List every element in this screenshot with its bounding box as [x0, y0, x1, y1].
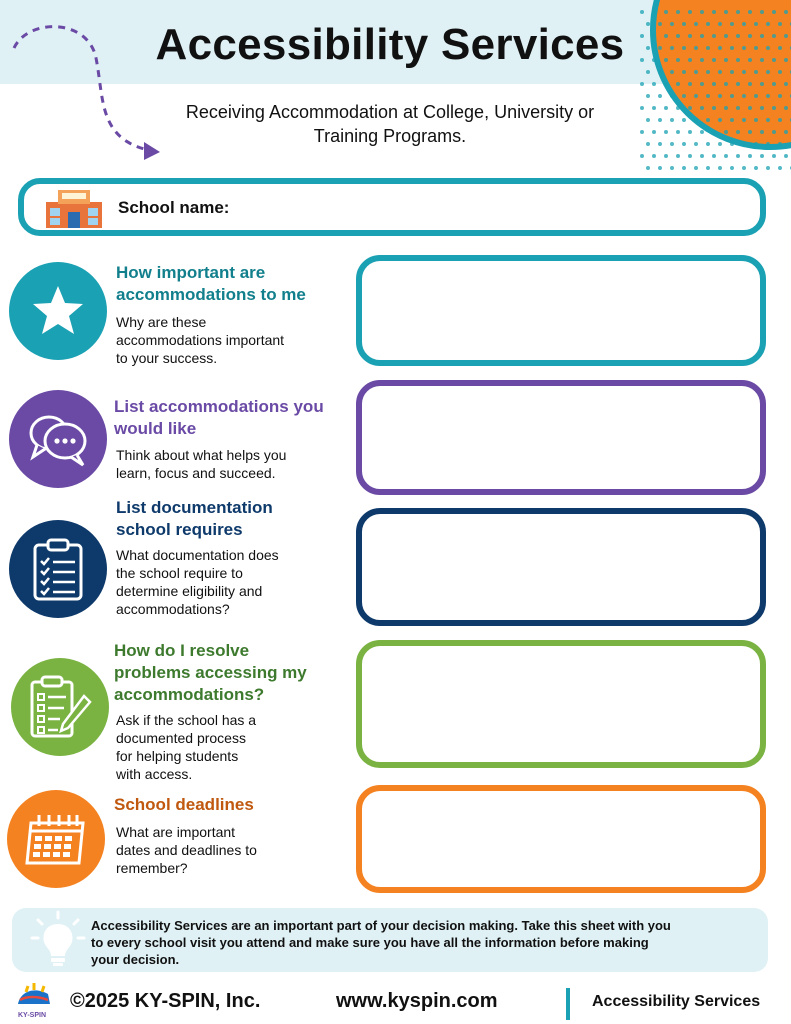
decorative-dot [712, 154, 716, 158]
decorative-dot [694, 46, 698, 50]
dashed-arrow-icon [8, 18, 168, 168]
decorative-dot [688, 130, 692, 134]
description-line: What are important [116, 824, 236, 840]
description-line: documented process [116, 730, 246, 746]
copyright: ©2025 KY-SPIN, Inc. [70, 990, 261, 1012]
decorative-dot [730, 118, 734, 122]
decorative-dot [706, 70, 710, 74]
decorative-dot [706, 94, 710, 98]
decorative-dot [730, 22, 734, 26]
decorative-dot [724, 58, 728, 62]
clipboard-checklist-icon [31, 537, 85, 601]
decorative-dot [784, 58, 788, 62]
decorative-dot [772, 106, 776, 110]
decorative-dot [682, 70, 686, 74]
decorative-dot [718, 166, 722, 170]
footer-note-text [91, 917, 751, 968]
section-title-line: List documentation [116, 498, 273, 517]
decorative-dot [760, 154, 764, 158]
decorative-dot [760, 106, 764, 110]
decorative-dot [676, 34, 680, 38]
decorative-dot [670, 46, 674, 50]
decorative-dot [640, 106, 644, 110]
decorative-dot [778, 22, 782, 26]
decorative-dot [646, 118, 650, 122]
decorative-dot [640, 10, 644, 14]
section-description [116, 711, 256, 783]
decorative-dot [736, 34, 740, 38]
decorative-dot [694, 22, 698, 26]
decorative-dot [688, 58, 692, 62]
answer-box-importance[interactable] [356, 255, 766, 366]
section-icon-circle [9, 262, 107, 360]
decorative-dot [718, 46, 722, 50]
decorative-dot [712, 58, 716, 62]
decorative-dot [766, 46, 770, 50]
school-name-label: School name: [118, 198, 230, 217]
decorative-dot [652, 154, 656, 158]
decorative-dot [652, 34, 656, 38]
decorative-dot [664, 130, 668, 134]
decorative-dot [670, 70, 674, 74]
section-title [114, 640, 307, 706]
decorative-dot [676, 10, 680, 14]
decorative-dot [700, 130, 704, 134]
decorative-dot [724, 106, 728, 110]
decorative-dot [724, 10, 728, 14]
decorative-dot [676, 82, 680, 86]
decorative-dot [682, 166, 686, 170]
decorative-dot [748, 154, 752, 158]
decorative-dot [676, 130, 680, 134]
decorative-dot [766, 118, 770, 122]
decorative-dot [676, 106, 680, 110]
decorative-dot [784, 154, 788, 158]
description-line: for helping students [116, 748, 239, 764]
decorative-dot [658, 142, 662, 146]
decorative-dot [640, 130, 644, 134]
decorative-dot [688, 34, 692, 38]
decorative-dot [748, 34, 752, 38]
decorative-dot [658, 166, 662, 170]
decorative-dot [754, 142, 758, 146]
decorative-dot [664, 82, 668, 86]
subtitle-line: Training Programs. [313, 126, 467, 146]
decorative-dot [736, 130, 740, 134]
section-title-line: How important are [116, 263, 266, 282]
decorative-dot [706, 46, 710, 50]
decorative-dot [700, 82, 704, 86]
decorative-dot [730, 142, 734, 146]
decorative-dot [706, 118, 710, 122]
decorative-dot [718, 70, 722, 74]
decorative-dot [646, 22, 650, 26]
decorative-dot [706, 142, 710, 146]
decorative-dot [676, 58, 680, 62]
decorative-dot [706, 166, 710, 170]
footer-tag: Accessibility Services [592, 993, 761, 1010]
decorative-dot [766, 70, 770, 74]
decorative-dot [694, 142, 698, 146]
decorative-dot [760, 130, 764, 134]
decorative-dot [742, 22, 746, 26]
decorative-dot [700, 10, 704, 14]
decorative-dot [646, 142, 650, 146]
decorative-dot [664, 34, 668, 38]
page-title: Accessibility Services [155, 20, 625, 69]
decorative-dot [700, 34, 704, 38]
decorative-dot [658, 118, 662, 122]
section-title-line: accommodations to me [116, 285, 306, 304]
answer-box-resolve-problems[interactable] [356, 640, 766, 768]
ky-spin-logo [14, 982, 54, 1024]
decorative-dot [700, 106, 704, 110]
description-line: dates and deadlines to [116, 842, 257, 858]
answer-box-documentation[interactable] [356, 508, 766, 626]
decorative-dot [670, 118, 674, 122]
decorative-dot [736, 58, 740, 62]
decorative-dot [742, 70, 746, 74]
section-title-line: problems accessing my [114, 663, 307, 682]
decorative-dot [688, 82, 692, 86]
decorative-dot [778, 118, 782, 122]
checklist-pencil-icon [28, 674, 92, 740]
decorative-dot [748, 58, 752, 62]
decorative-dot [700, 58, 704, 62]
section-description [116, 313, 284, 367]
decorative-dot [760, 34, 764, 38]
decorative-dot [682, 46, 686, 50]
decorative-dot [748, 82, 752, 86]
description-line: Think about what helps you [116, 447, 287, 463]
description-line: to your success. [116, 350, 218, 366]
decorative-dot [718, 142, 722, 146]
decorative-dot [760, 82, 764, 86]
section-description [116, 446, 286, 482]
section-title [116, 497, 273, 541]
decorative-dot [658, 22, 662, 26]
decorative-dot [784, 130, 788, 134]
section-title-line: would like [114, 419, 197, 438]
decorative-dot [778, 142, 782, 146]
decorative-dot [676, 154, 680, 158]
decorative-dot [688, 10, 692, 14]
decorative-dot [724, 82, 728, 86]
section-description [116, 823, 257, 877]
section-icon-circle [11, 658, 109, 756]
note-line: to every school visit you attend and make sure you have all the information before making [91, 935, 649, 950]
section-title [114, 794, 254, 816]
school-building-icon [44, 188, 104, 230]
decorative-dot [640, 154, 644, 158]
section-title [114, 396, 324, 440]
decorative-dot [652, 58, 656, 62]
decorative-dot [670, 22, 674, 26]
description-line: What documentation does [116, 547, 279, 563]
section-icon-circle [9, 520, 107, 618]
decorative-dot [730, 70, 734, 74]
decorative-dot [784, 106, 788, 110]
decorative-dot [742, 94, 746, 98]
decorative-dot [760, 58, 764, 62]
logo-text: KY-SPIN [18, 1012, 47, 1019]
decorative-dot [724, 34, 728, 38]
decorative-dot [778, 166, 782, 170]
decorative-dot [640, 58, 644, 62]
decorative-dot [766, 166, 770, 170]
decorative-dot [712, 130, 716, 134]
decorative-dot [646, 46, 650, 50]
decorative-dot [754, 94, 758, 98]
decorative-dot [754, 70, 758, 74]
decorative-dot [772, 82, 776, 86]
decorative-dot [772, 130, 776, 134]
decorative-dot [652, 10, 656, 14]
decorative-dot [724, 154, 728, 158]
decorative-dot [694, 118, 698, 122]
decorative-dot [640, 82, 644, 86]
decorative-dot [754, 118, 758, 122]
description-line: determine eligibility and [116, 583, 263, 599]
decorative-dot [700, 154, 704, 158]
decorative-dot [778, 70, 782, 74]
decorative-dot [748, 106, 752, 110]
decorative-dot [784, 34, 788, 38]
note-line: Accessibility Services are an important part of your decision making. Take this sheet with you [91, 918, 671, 933]
school-name-field[interactable] [18, 178, 766, 236]
section-title-line: accommodations? [114, 685, 265, 704]
decorative-dot [784, 10, 788, 14]
section-description [116, 546, 279, 618]
description-line: accommodations important [116, 332, 285, 348]
decorative-dot [736, 154, 740, 158]
website-link[interactable]: www.kyspin.com [336, 990, 498, 1012]
decorative-dot [742, 142, 746, 146]
decorative-dot [712, 106, 716, 110]
decorative-dot [736, 10, 740, 14]
description-line: Why are these [116, 314, 207, 330]
section-title-line: school requires [116, 520, 243, 539]
section-icon-circle [7, 790, 105, 888]
decorative-dot [694, 166, 698, 170]
decorative-dot [688, 106, 692, 110]
decorative-dot [754, 22, 758, 26]
decorative-dot [706, 22, 710, 26]
description-line: the school require to [116, 565, 243, 581]
description-line: with access. [116, 766, 193, 782]
decorative-dot [772, 58, 776, 62]
decorative-dot [646, 70, 650, 74]
decorative-dot [742, 118, 746, 122]
footer-divider [566, 988, 570, 1020]
description-line: Ask if the school has a [116, 712, 257, 728]
description-line: accommodations? [116, 601, 230, 617]
decorative-dot [742, 166, 746, 170]
decorative-dot [766, 22, 770, 26]
description-line: learn, focus and succeed. [116, 465, 276, 481]
decorative-dot [748, 10, 752, 14]
answer-box-deadlines[interactable] [356, 785, 766, 893]
section-title [116, 262, 306, 306]
subtitle-line: Receiving Accommodation at College, University or [185, 102, 595, 122]
decorative-dot [694, 70, 698, 74]
decorative-dot [712, 10, 716, 14]
decorative-dot [772, 154, 776, 158]
decorative-dot [658, 70, 662, 74]
decorative-dot [670, 142, 674, 146]
decorative-dot [766, 142, 770, 146]
decorative-dot [718, 22, 722, 26]
decorative-dot [766, 94, 770, 98]
decorative-dot [718, 94, 722, 98]
description-line: remember? [116, 860, 188, 876]
decorative-dot [754, 166, 758, 170]
decorative-dot [736, 106, 740, 110]
decorative-dot [682, 94, 686, 98]
decorative-dot [778, 46, 782, 50]
decorative-dot [652, 106, 656, 110]
section-title-line: List accommodations you [114, 397, 324, 416]
decorative-dot [718, 118, 722, 122]
decorative-dot [682, 142, 686, 146]
section-icon-circle [9, 390, 107, 488]
decorative-dot [664, 58, 668, 62]
decorative-dot [730, 46, 734, 50]
chat-bubbles-icon [27, 411, 89, 467]
decorative-dot [688, 154, 692, 158]
decorative-dot [772, 10, 776, 14]
lightbulb-icon [30, 910, 86, 968]
decorative-dot [664, 106, 668, 110]
section-title-line: School deadlines [114, 795, 254, 814]
decorative-dot [640, 34, 644, 38]
decorative-dot [778, 94, 782, 98]
decorative-dot [670, 166, 674, 170]
decorative-dot [682, 118, 686, 122]
decorative-dot [754, 46, 758, 50]
decorative-dot [652, 130, 656, 134]
decorative-dot [784, 82, 788, 86]
decorative-dot [646, 166, 650, 170]
decorative-dot [658, 94, 662, 98]
decorative-dot [772, 34, 776, 38]
answer-box-accommodations[interactable] [356, 380, 766, 495]
note-line: your decision. [91, 952, 180, 967]
decorative-dot [712, 34, 716, 38]
decorative-dot-pattern [640, 10, 791, 175]
star-icon [30, 283, 86, 339]
decorative-dot [730, 94, 734, 98]
decorative-dot [658, 46, 662, 50]
decorative-dot [760, 10, 764, 14]
calendar-icon [23, 811, 89, 867]
page-subtitle [150, 100, 630, 148]
decorative-dot [646, 94, 650, 98]
decorative-dot [652, 82, 656, 86]
decorative-dot [724, 130, 728, 134]
decorative-dot [682, 22, 686, 26]
decorative-dot [742, 46, 746, 50]
decorative-dot [712, 82, 716, 86]
decorative-dot [664, 154, 668, 158]
decorative-dot [694, 94, 698, 98]
decorative-dot [664, 10, 668, 14]
decorative-dot [736, 82, 740, 86]
footer-note [12, 908, 768, 972]
decorative-dot [748, 130, 752, 134]
section-title-line: How do I resolve [114, 641, 250, 660]
decorative-dot [670, 94, 674, 98]
decorative-dot [730, 166, 734, 170]
